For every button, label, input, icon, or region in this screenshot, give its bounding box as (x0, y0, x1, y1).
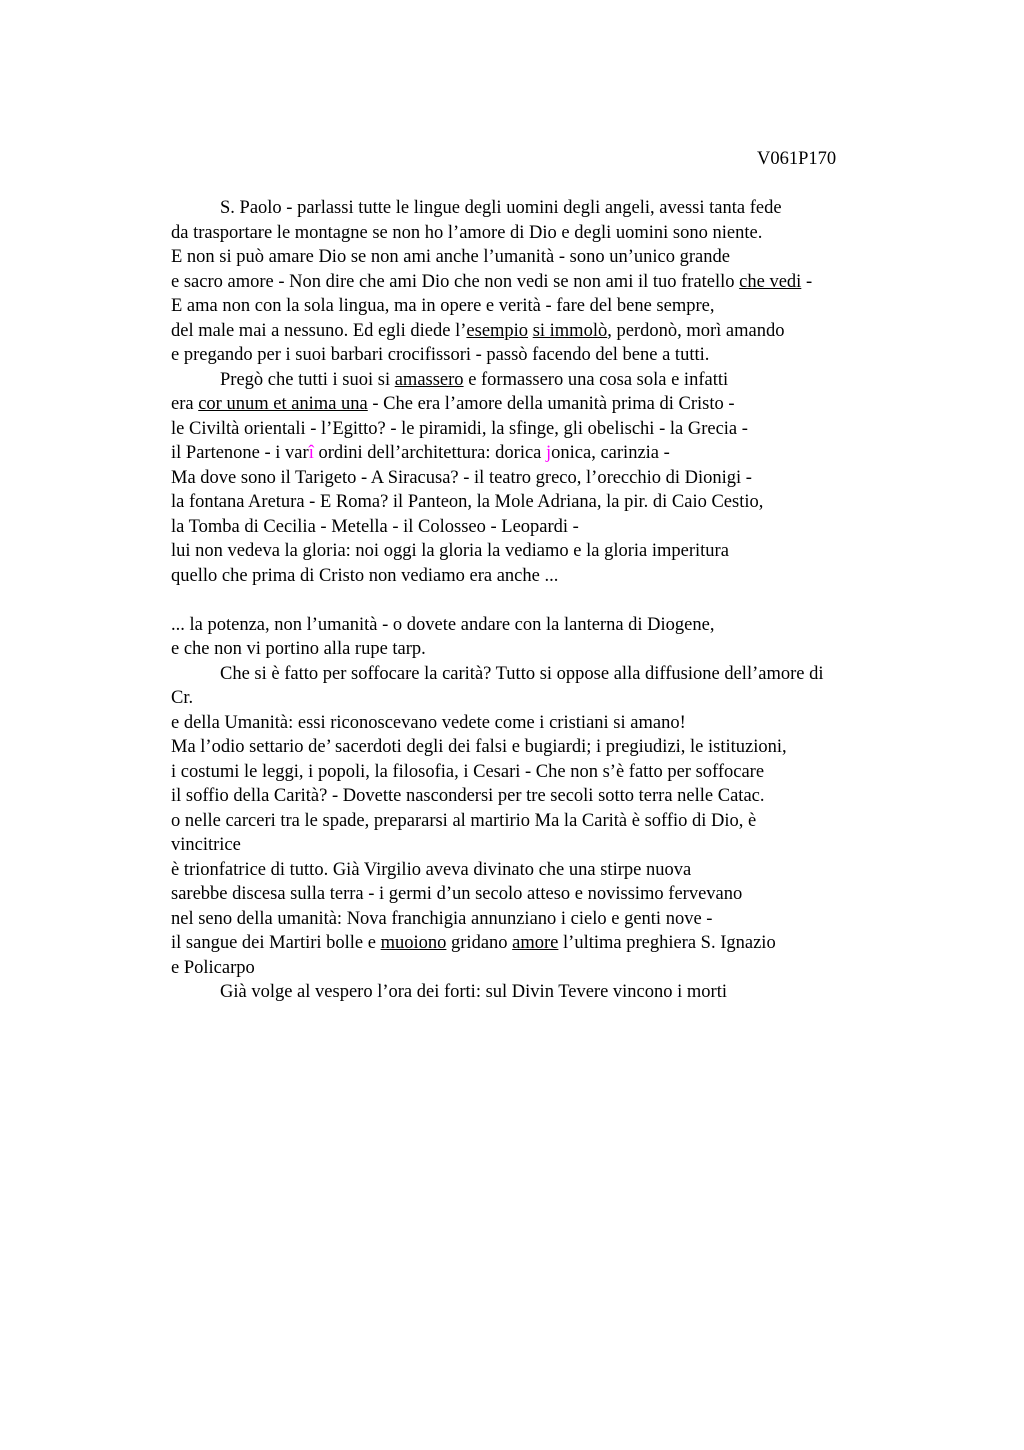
text-line: e pregando per i suoi barbari crocifissori - passò facendo del bene a tutti. (171, 345, 710, 365)
text-line: E non si può amare Dio se non ami anche l’umanità - sono un’unico grande (171, 247, 730, 267)
text-line: sarebbe discesa sulla terra - i germi d’un secolo atteso e novissimo fervevano (171, 884, 743, 904)
underlined-text: si immolò (532, 320, 608, 341)
text-segment: e sacro amore - Non dire che ami Dio che non vedi se non ami il tuo fratello (171, 271, 740, 292)
highlighted-letter: î (308, 443, 314, 463)
underlined-text: amassero (394, 369, 464, 390)
text-line: vincitrice (171, 835, 241, 855)
text-line (171, 319, 931, 344)
highlighted-letter: j (546, 443, 552, 463)
text-segment: l’ultima preghiera S. Ignazio (558, 933, 776, 953)
text-line: nel seno della umanità: Nova franchigia annunziano i cielo e genti nove - (171, 908, 713, 929)
text-line: quello che prima di Cristo non vediamo era anche ... (171, 565, 559, 586)
text-line: e della Umanità: essi riconoscevano vedete come i cristiani si amano! (171, 712, 686, 733)
text-line (171, 441, 931, 466)
text-line: il soffio della Carità? - Dovette nascondersi per tre secoli sotto terra nelle Catac. (171, 786, 765, 806)
text-line: è trionfatrice di tutto. Già Virgilio aveva divinato che una stirpe nuova (171, 859, 692, 880)
text-segment: il sangue dei Martiri bolle e (171, 933, 381, 953)
text-line: Ma dove sono il Tarigeto - A Siracusa? - il teatro greco, l’orecchio di Dionigi - (171, 467, 752, 488)
text-segment: era (171, 394, 199, 414)
text-segment: del male mai a nessuno. Ed egli diede l’ (171, 320, 467, 341)
text-line (171, 368, 931, 393)
underlined-text: cor unum et anima una (198, 394, 368, 414)
underlined-text: esempio (466, 320, 529, 341)
paragraph-gap (171, 588, 931, 613)
manuscript-text (171, 196, 931, 1005)
text-line: la fontana Aretura - E Roma? il Panteon, la Mole Adriana, la pir. di Caio Cestio, (171, 492, 764, 512)
text-line: da trasportare le montagne se non ho l’amore di Dio e degli uomini sono niente. (171, 222, 763, 243)
text-segment: , perdonò, morì amando (607, 320, 785, 341)
text-line: Cr. (171, 688, 194, 708)
text-segment: - (801, 271, 813, 292)
text-segment: il Partenone - i var (171, 443, 309, 463)
text-line: e che non vi portino alla rupe tarp. (171, 639, 426, 659)
text-line: S. Paolo - parlassi tutte le lingue degli uomini degli angeli, avessi tanta fede (220, 198, 782, 218)
text-line (171, 931, 931, 956)
text-segment: ordini dell’architettura: dorica (313, 443, 547, 463)
text-segment: e formassero una cosa sola e infatti (463, 369, 729, 390)
text-line: lui non vedeva la gloria: noi oggi la gloria la vediamo e la gloria imperitura (171, 541, 729, 561)
page-identifier: V061P170 (757, 149, 837, 169)
underlined-text: che vedi (739, 271, 802, 292)
text-segment: Pregò che tutti i suoi si (220, 369, 395, 390)
text-line: E ama non con la sola lingua, ma in opere e verità - fare del bene sempre, (171, 296, 715, 316)
text-segment: gridano (446, 933, 513, 953)
text-line: Ma l’odio settario de’ sacerdoti degli dei falsi e bugiardi; i pregiudizi, le istituzioni, (171, 737, 787, 757)
text-line: o nelle carceri tra le spade, prepararsi al martirio Ma la Carità è soffio di Dio, è (171, 810, 757, 831)
text-line: la Tomba di Cecilia - Metella - il Colosseo - Leopardi - (171, 516, 579, 537)
text-line (171, 392, 931, 417)
text-line: ... la potenza, non l’umanità - o dovete andare con la lanterna di Diogene, (171, 614, 715, 635)
text-line (171, 270, 931, 295)
text-line: Già volge al vespero l’ora dei forti: sul Divin Tevere vincono i morti (220, 982, 727, 1002)
underlined-text: amore (512, 933, 559, 953)
underlined-text: muoiono (380, 933, 447, 953)
text-segment: - Che era l’amore della umanità prima di Cristo - (367, 394, 735, 414)
text-line: Che si è fatto per soffocare la carità? Tutto si oppose alla diffusione dell’amore di (220, 663, 824, 684)
text-line: le Civiltà orientali - l’Egitto? - le piramidi, la sfinge, gli obelischi - la Grecia - (171, 418, 748, 439)
text-line: i costumi le leggi, i popoli, la filosofia, i Cesari - Che non s’è fatto per soffocare (171, 761, 765, 782)
text-segment: onica, carinzia - (551, 443, 670, 463)
text-line: e Policarpo (171, 957, 255, 978)
